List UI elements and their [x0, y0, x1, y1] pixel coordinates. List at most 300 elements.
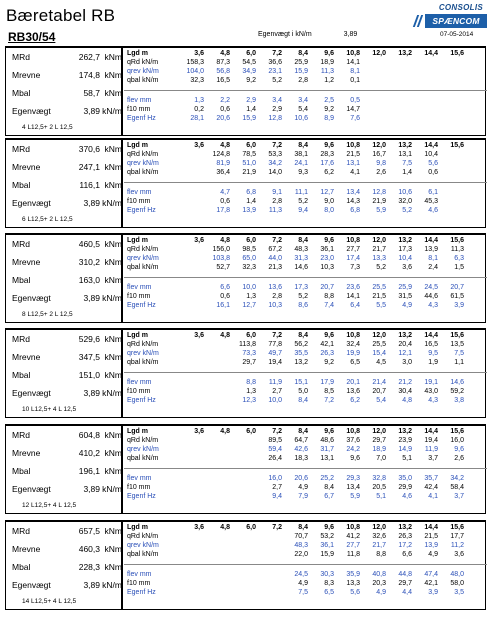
table-cell: 44,8	[398, 571, 412, 578]
table-cell: 21,2	[398, 379, 412, 386]
row-label: flev mm	[127, 284, 152, 291]
table-cell: 4,1	[350, 169, 360, 176]
table-cell: 3,6	[402, 264, 412, 271]
table-cell: 14,4	[424, 524, 438, 531]
table-cell: 11,9	[268, 379, 282, 386]
table-cell: 21,5	[346, 151, 360, 158]
table-cell: 2,4	[428, 264, 438, 271]
table-cell: 32,4	[346, 341, 360, 348]
table-cell: 17,8	[216, 207, 230, 214]
property-label: Mbal	[12, 466, 31, 476]
property-label: Egenvægt	[12, 484, 51, 494]
egenvaegt-header-label: Egenvægt i kN/m	[258, 31, 312, 38]
table-cell: 1,5	[454, 264, 464, 271]
load-table-block	[5, 138, 486, 228]
property-value: 247,1	[78, 162, 100, 172]
table-cell: 9,4	[272, 493, 282, 500]
load-table-block	[5, 233, 486, 323]
divider	[124, 372, 487, 373]
table-cell: 29,7	[242, 359, 256, 366]
table-cell: 51,0	[242, 160, 256, 167]
table-cell: 28,1	[190, 115, 204, 122]
property-value: 174,8	[78, 70, 100, 80]
row-label: Egenf Hz	[127, 207, 156, 214]
table-cell: 2,6	[376, 169, 386, 176]
table-row-qrev	[124, 68, 487, 77]
table-row-egenf	[124, 207, 487, 216]
property-label: Egenvægt	[12, 293, 51, 303]
property-unit: kNm	[104, 430, 122, 440]
row-label: Egenf Hz	[127, 302, 156, 309]
table-cell: 10,4	[398, 255, 412, 262]
row-label: qbal kN/m	[127, 264, 159, 271]
divider	[124, 182, 487, 183]
table-cell: 4,8	[402, 397, 412, 404]
values-table	[124, 140, 487, 227]
table-cell: 15,9	[320, 551, 334, 558]
table-cell: 32,3	[190, 77, 204, 84]
property-unit: kN/m	[102, 580, 122, 590]
table-cell: 10,3	[320, 264, 334, 271]
row-label: flev mm	[127, 571, 152, 578]
table-cell: 28,3	[320, 151, 334, 158]
table-cell: 8,1	[350, 68, 360, 75]
table-cell: 10,0	[268, 397, 282, 404]
table-cell: 4,3	[428, 302, 438, 309]
table-cell: 4,8	[220, 142, 230, 149]
table-cell: 29,7	[398, 580, 412, 587]
property-label: Egenvægt	[12, 388, 51, 398]
table-cell: 14,4	[424, 237, 438, 244]
table-cell: 8,9	[324, 115, 334, 122]
table-row-qrd	[124, 437, 487, 446]
table-cell: 6,4	[350, 302, 360, 309]
table-cell: 12,3	[242, 397, 256, 404]
table-cell: 59,2	[450, 388, 464, 395]
property-label: MRd	[12, 334, 30, 344]
row-label: qbal kN/m	[127, 169, 159, 176]
table-cell: 40,8	[372, 571, 386, 578]
page-subtitle: RB30/54	[8, 30, 56, 44]
property-label: MRd	[12, 430, 30, 440]
table-cell: 8,5	[324, 388, 334, 395]
table-cell: 12,8	[372, 189, 386, 196]
property-unit: kNm	[104, 370, 122, 380]
property-label: Mbal	[12, 275, 31, 285]
table-cell: 4,8	[220, 524, 230, 531]
table-cell: 48,3	[294, 542, 308, 549]
table-cell: 9,6	[324, 237, 334, 244]
table-cell: 21,9	[372, 198, 386, 205]
table-cell: 14,4	[424, 142, 438, 149]
table-cell: 20,6	[294, 475, 308, 482]
property-value: 116,1	[79, 180, 100, 190]
table-cell: 21,9	[242, 169, 256, 176]
table-row-f10	[124, 198, 487, 207]
table-cell: 6,0	[246, 332, 256, 339]
table-cell: 10,8	[346, 237, 360, 244]
table-cell: 6,0	[246, 524, 256, 531]
table-cell: 2,7	[272, 484, 282, 491]
table-cell: 56,8	[216, 68, 230, 75]
table-cell: 15,6	[450, 50, 464, 57]
row-label: Egenf Hz	[127, 589, 156, 596]
table-cell: 9,1	[272, 189, 282, 196]
table-cell: 2,9	[246, 97, 256, 104]
table-cell: 3,0	[402, 359, 412, 366]
table-cell: 7,6	[350, 115, 360, 122]
table-cell: 6,5	[350, 359, 360, 366]
table-cell: 27,7	[346, 246, 360, 253]
table-cell: 12,8	[268, 115, 282, 122]
property-label: MRd	[12, 526, 30, 536]
table-cell: 6,6	[402, 551, 412, 558]
table-cell: 9,4	[298, 207, 308, 214]
row-label: flev mm	[127, 189, 152, 196]
table-cell: 4,6	[428, 207, 438, 214]
strand-count: 10	[22, 406, 30, 413]
table-row-flev	[124, 189, 487, 198]
table-cell: 58,4	[450, 484, 464, 491]
table-cell: 26,4	[268, 455, 282, 462]
table-cell: 12,0	[372, 428, 386, 435]
table-cell: 12,7	[320, 189, 334, 196]
table-cell: 41,2	[346, 533, 360, 540]
values-table	[124, 522, 487, 609]
table-cell: 104,0	[186, 68, 204, 75]
table-cell: 10,4	[424, 151, 438, 158]
table-cell: 35,5	[294, 350, 308, 357]
property-label: MRd	[12, 239, 30, 249]
values-table	[124, 330, 487, 417]
table-cell: 89,5	[268, 437, 282, 444]
table-cell: 34,2	[268, 160, 282, 167]
table-cell: 15,9	[242, 115, 256, 122]
table-cell: 77,8	[268, 341, 282, 348]
property-unit: kN/m	[102, 388, 122, 398]
row-label: flev mm	[127, 475, 152, 482]
table-cell: 13,4	[346, 484, 360, 491]
table-cell: 17,2	[398, 542, 412, 549]
extra-reinforcement: 4 L 12,5	[52, 598, 77, 605]
row-label: qRd kN/m	[127, 246, 159, 253]
property-unit: kNm	[104, 562, 122, 572]
table-cell: 2,8	[272, 293, 282, 300]
table-row-qrd	[124, 246, 487, 255]
table-cell: 4,6	[402, 493, 412, 500]
property-value: 228,3	[78, 562, 100, 572]
property-unit: kNm	[104, 257, 122, 267]
table-cell: 5,2	[272, 77, 282, 84]
property-unit: kNm	[104, 239, 122, 249]
row-label: qbal kN/m	[127, 77, 159, 84]
table-cell: 3,7	[454, 493, 464, 500]
table-cell: 15,6	[450, 142, 464, 149]
table-cell: 1,3	[194, 97, 204, 104]
property-unit: kNm	[104, 526, 122, 536]
table-cell: 36,6	[268, 59, 282, 66]
table-cell: 6,0	[246, 142, 256, 149]
row-label: Lgd m	[127, 50, 148, 57]
table-cell: 8,8	[324, 293, 334, 300]
table-cell: 8,3	[324, 580, 334, 587]
table-cell: 98,5	[242, 246, 256, 253]
table-cell: 6,6	[220, 284, 230, 291]
row-label: f10 mm	[127, 106, 151, 113]
property-unit: kNm	[104, 180, 122, 190]
table-cell: 13,2	[294, 359, 308, 366]
logo-stripe-icon	[413, 15, 423, 27]
table-cell: 5,6	[350, 589, 360, 596]
table-cell: 10,6	[294, 115, 308, 122]
table-cell: 20,3	[372, 580, 386, 587]
table-cell: 9,6	[454, 446, 464, 453]
table-cell: 14,4	[424, 332, 438, 339]
property-unit: kNm	[104, 334, 122, 344]
strand-config	[22, 311, 73, 318]
table-row-flev	[124, 475, 487, 484]
table-cell: 3,6	[194, 142, 204, 149]
property-label: Mrevne	[12, 70, 41, 80]
table-cell: 53,2	[320, 533, 334, 540]
table-row-qrd	[124, 151, 487, 160]
table-cell: 29,7	[372, 437, 386, 444]
table-cell: 4,9	[376, 589, 386, 596]
table-cell: 32,3	[242, 264, 256, 271]
property-unit: kN/m	[102, 484, 122, 494]
table-cell: 25,2	[320, 475, 334, 482]
property-value: 151,0	[78, 370, 100, 380]
table-cell: 35,0	[398, 475, 412, 482]
table-row-lgd	[124, 332, 487, 341]
table-row-lgd	[124, 428, 487, 437]
table-cell: 15,6	[450, 428, 464, 435]
table-cell: 5,4	[376, 397, 386, 404]
row-label: qrev kN/m	[127, 255, 159, 262]
table-row-f10	[124, 388, 487, 397]
table-cell: 13,5	[450, 341, 464, 348]
extra-reinforcement: 2 L 12,5	[49, 124, 73, 131]
property-unit: kNm	[104, 70, 122, 80]
table-cell: 4,9	[298, 484, 308, 491]
property-value: 347,5	[78, 352, 100, 362]
table-cell: 5,2	[376, 264, 386, 271]
table-cell: 12,0	[372, 524, 386, 531]
property-label: Mbal	[12, 370, 31, 380]
table-cell: 23,0	[320, 255, 334, 262]
table-cell: 42,6	[294, 446, 308, 453]
table-cell: 64,7	[294, 437, 308, 444]
table-cell: 14,6	[294, 264, 308, 271]
table-cell: 12,0	[372, 332, 386, 339]
table-cell: 9,6	[324, 428, 334, 435]
table-cell: 17,3	[398, 246, 412, 253]
table-cell: 6,5	[324, 589, 334, 596]
table-cell: 8,4	[298, 397, 308, 404]
table-cell: 103,8	[212, 255, 230, 262]
table-cell: 2,2	[220, 97, 230, 104]
property-unit: kNm	[104, 352, 122, 362]
table-cell: 13,3	[372, 255, 386, 262]
table-cell: 18,9	[320, 59, 334, 66]
strand-count: 8	[22, 311, 26, 318]
table-cell: 35,7	[424, 475, 438, 482]
table-cell: 6,2	[350, 397, 360, 404]
table-cell: 8,8	[246, 379, 256, 386]
table-cell: 37,6	[346, 437, 360, 444]
table-row-qbal	[124, 264, 487, 273]
table-cell: 47,4	[424, 571, 438, 578]
table-cell: 10,8	[346, 50, 360, 57]
table-cell: 1,4	[246, 198, 256, 205]
table-cell: 29,3	[346, 475, 360, 482]
table-cell: 24,5	[294, 571, 308, 578]
property-label: Mbal	[12, 88, 31, 98]
table-cell: 3,6	[194, 524, 204, 531]
table-cell: 87,3	[216, 59, 230, 66]
table-row-lgd	[124, 142, 487, 151]
table-cell: 3,6	[194, 332, 204, 339]
table-cell: 158,3	[186, 59, 204, 66]
table-cell: 1,1	[454, 359, 464, 366]
property-label: MRd	[12, 52, 30, 62]
table-cell: 2,6	[454, 455, 464, 462]
table-cell: 11,2	[450, 542, 464, 549]
logo-consolis: CONSOLIS	[438, 3, 483, 12]
table-cell: 15,1	[294, 379, 308, 386]
table-cell: 81,9	[216, 160, 230, 167]
table-cell: 7,3	[350, 264, 360, 271]
table-cell: 73,3	[242, 350, 256, 357]
table-cell: 21,7	[372, 542, 386, 549]
table-cell: 3,4	[272, 97, 282, 104]
table-cell: 10,8	[346, 142, 360, 149]
table-cell: 11,1	[294, 189, 308, 196]
table-cell: 5,2	[298, 198, 308, 205]
section-properties	[6, 522, 123, 609]
table-cell: 31,5	[398, 293, 412, 300]
table-cell: 3,8	[454, 397, 464, 404]
table-cell: 38,1	[294, 151, 308, 158]
property-unit: kNm	[104, 52, 122, 62]
row-label: flev mm	[127, 379, 152, 386]
table-cell: 25,5	[372, 341, 386, 348]
table-row-egenf	[124, 115, 487, 124]
table-cell: 10,0	[242, 284, 256, 291]
table-cell: 23,6	[346, 284, 360, 291]
table-cell: 24,1	[294, 160, 308, 167]
table-cell: 5,1	[376, 493, 386, 500]
property-value: 460,5	[78, 239, 100, 249]
table-row-egenf	[124, 589, 487, 598]
row-label: qRd kN/m	[127, 59, 159, 66]
extra-reinforcement: 2 L 12,5	[49, 311, 73, 318]
table-cell: 9,3	[298, 169, 308, 176]
table-cell: 9,8	[376, 160, 386, 167]
property-value: 310,2	[78, 257, 100, 267]
strand-count: 14	[22, 598, 30, 605]
table-cell: 14,1	[346, 293, 360, 300]
table-cell: 18,9	[372, 446, 386, 453]
table-cell: 4,4	[402, 589, 412, 596]
table-row-flev	[124, 97, 487, 106]
table-cell: 21,5	[372, 293, 386, 300]
table-row-flev	[124, 571, 487, 580]
table-row-flev	[124, 284, 487, 293]
property-value: 3,89	[83, 106, 100, 116]
table-cell: 7,2	[272, 332, 282, 339]
table-cell: 20,4	[398, 341, 412, 348]
table-cell: 156,0	[212, 246, 230, 253]
table-cell: 32,6	[372, 533, 386, 540]
table-cell: 52,7	[216, 264, 230, 271]
table-cell: 13,4	[346, 189, 360, 196]
row-label: qRd kN/m	[127, 151, 159, 158]
section-properties	[6, 235, 123, 322]
table-cell: 5,6	[428, 160, 438, 167]
property-label: Mbal	[12, 562, 31, 572]
property-unit: kN/m	[102, 106, 122, 116]
table-cell: 113,8	[239, 341, 256, 348]
table-cell: 1,3	[246, 388, 256, 395]
property-value: 3,89	[83, 388, 100, 398]
table-row-f10	[124, 580, 487, 589]
table-row-qrd	[124, 59, 487, 68]
strand-label: L12,5+	[31, 502, 52, 509]
property-unit: kNm	[104, 88, 122, 98]
table-cell: 32,0	[398, 198, 412, 205]
row-label: qRd kN/m	[127, 533, 159, 540]
table-row-qrev	[124, 542, 487, 551]
strand-label: L12,5+	[27, 216, 48, 223]
table-cell: 20,7	[372, 388, 386, 395]
table-cell: 48,0	[450, 571, 464, 578]
table-cell: 11,9	[424, 446, 438, 453]
table-cell: 8,0	[324, 207, 334, 214]
table-cell: 11,8	[346, 551, 360, 558]
load-table-block	[5, 520, 486, 610]
table-cell: 13,2	[398, 142, 412, 149]
page-title: Bæretabel RB	[6, 6, 116, 25]
table-cell: 45,3	[424, 198, 438, 205]
table-cell: 124,8	[212, 151, 230, 158]
table-cell: 8,4	[298, 50, 308, 57]
table-row-qbal	[124, 359, 487, 368]
table-cell: 21,7	[372, 246, 386, 253]
table-row-qbal	[124, 455, 487, 464]
table-cell: 34,9	[242, 68, 256, 75]
table-cell: 2,8	[298, 77, 308, 84]
table-cell: 9,5	[428, 350, 438, 357]
table-cell: 5,1	[402, 455, 412, 462]
row-label: flev mm	[127, 97, 152, 104]
table-cell: 27,7	[346, 542, 360, 549]
table-cell: 8,8	[376, 551, 386, 558]
property-value: 3,89	[83, 580, 100, 590]
table-cell: 21,4	[372, 379, 386, 386]
row-label: qbal kN/m	[127, 455, 159, 462]
table-cell: 11,3	[450, 246, 464, 253]
strand-label: L12,5+	[27, 311, 48, 318]
table-cell: 7,2	[272, 50, 282, 57]
table-cell: 6,0	[246, 237, 256, 244]
table-cell: 6,0	[246, 428, 256, 435]
table-cell: 13,9	[242, 207, 256, 214]
table-cell: 30,3	[320, 571, 334, 578]
table-cell: 19,4	[268, 359, 282, 366]
table-cell: 13,2	[398, 237, 412, 244]
table-cell: 8,4	[298, 332, 308, 339]
